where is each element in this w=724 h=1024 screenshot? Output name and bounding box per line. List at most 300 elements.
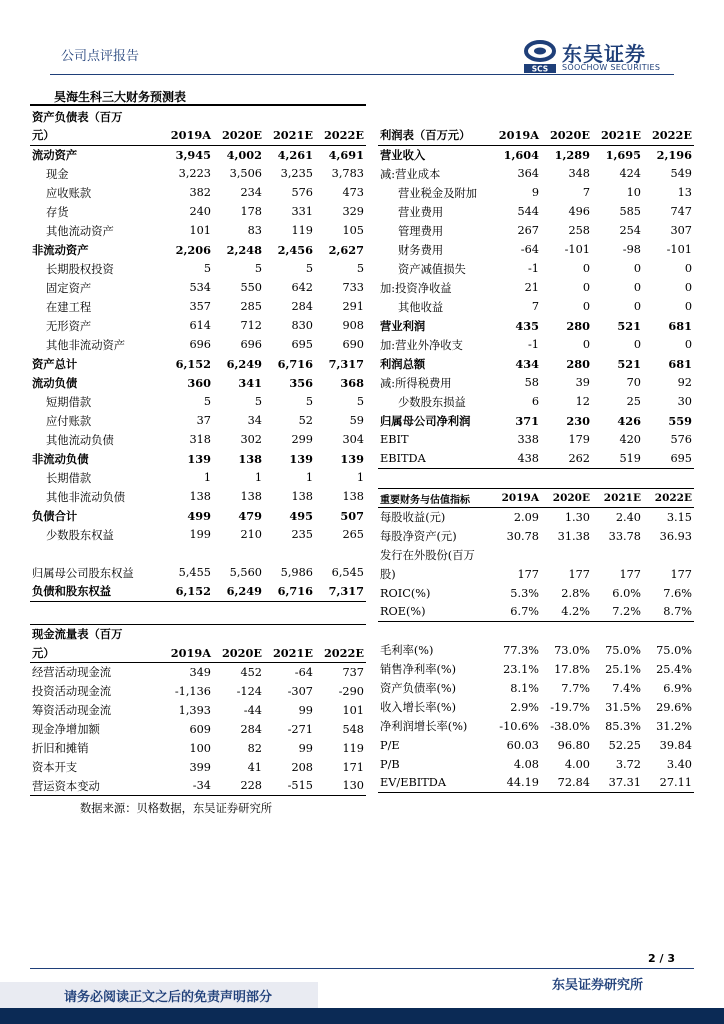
key-metrics-table xyxy=(378,488,694,793)
table-row xyxy=(30,468,366,487)
cell-value: 5,455 xyxy=(178,566,211,579)
row-label: 负债合计 xyxy=(32,508,78,523)
cell-value xyxy=(264,544,315,563)
row-label: 其他流动资产 xyxy=(46,224,114,238)
cell-value: 426 xyxy=(617,413,641,428)
table-row xyxy=(30,449,366,468)
row-label xyxy=(378,622,490,641)
cell-value: 285 xyxy=(240,300,262,313)
table-row xyxy=(378,183,694,202)
cell-value: 10 xyxy=(626,186,641,199)
cell-value: 0 xyxy=(684,300,692,313)
row-label: 经营活动现金流 xyxy=(32,666,112,680)
table-row xyxy=(378,240,694,259)
table-row xyxy=(30,297,366,316)
cell-value: 6.9% xyxy=(663,681,692,695)
table-row xyxy=(30,145,366,164)
cell-value: 521 xyxy=(617,356,641,371)
cell-value: 4,691 xyxy=(328,147,364,162)
cell-value: 234 xyxy=(240,186,262,199)
cell-value: 37 xyxy=(196,414,211,427)
cell-value: 23.1% xyxy=(503,662,539,676)
cf-title-line1: 现金流量表（百万 xyxy=(30,625,162,644)
cell-value: 75.0% xyxy=(605,643,641,657)
cell-value: 2,206 xyxy=(175,242,211,257)
balance-sheet-table xyxy=(30,107,366,602)
cell-value: 31.2% xyxy=(656,719,692,733)
cell-value: -290 xyxy=(338,684,364,698)
cell-value: 521 xyxy=(617,318,641,333)
row-label: P/E xyxy=(380,738,400,752)
table-row xyxy=(30,183,366,202)
cell-value: 420 xyxy=(619,433,641,446)
row-label: ROE(%) xyxy=(378,603,490,622)
row-label: 流动负债 xyxy=(32,375,78,390)
row-label: 加:投资净收益 xyxy=(380,281,452,295)
table-row xyxy=(378,565,694,584)
table-row xyxy=(30,544,366,563)
cell-value: 72.84 xyxy=(541,774,592,793)
logo-mark-text: SCS xyxy=(531,64,549,74)
is-title: 利润表（百万元） xyxy=(378,126,490,145)
cell-value: 0 xyxy=(684,281,692,294)
row-label: 归属母公司股东权益 xyxy=(32,566,134,580)
cell-value: 3,506 xyxy=(229,167,262,180)
cell-value: 41 xyxy=(247,760,262,774)
cell-value: 499 xyxy=(187,508,211,523)
cell-value: 399 xyxy=(189,760,211,774)
cell-value: 473 xyxy=(342,186,364,199)
cell-value: 341 xyxy=(238,375,262,390)
cell-value: 70 xyxy=(626,376,641,389)
cell-value: 9 xyxy=(531,186,539,199)
cell-value: 284 xyxy=(240,722,262,736)
cell-value: 1.30 xyxy=(564,510,590,524)
cell-value: 210 xyxy=(240,528,262,541)
cell-value: 139 xyxy=(289,451,313,466)
cell-value: 177 xyxy=(568,567,590,581)
cell-value: 495 xyxy=(289,508,313,523)
row-label: 非流动资产 xyxy=(32,242,89,257)
row-label: 少数股东权益 xyxy=(46,528,114,542)
row-label: 利润总额 xyxy=(380,356,426,371)
row-label xyxy=(30,544,162,563)
row-label: 无形资产 xyxy=(46,319,92,333)
cell-value: 2.8% xyxy=(561,586,590,600)
row-label: 非流动负债 xyxy=(32,451,89,466)
cell-value xyxy=(592,546,643,565)
year-header: 2020E xyxy=(541,489,592,508)
row-label: 应付账款 xyxy=(46,414,92,428)
row-label: 归属母公司净利润 xyxy=(380,413,471,428)
cell-value: 544 xyxy=(517,205,539,218)
cell-value: 0 xyxy=(582,281,590,294)
cell-value: 75.0% xyxy=(656,643,692,657)
row-label: 股) xyxy=(380,568,396,581)
row-label: 其他非流动负债 xyxy=(46,490,126,504)
cell-value: 267 xyxy=(517,224,539,237)
table-row xyxy=(378,164,694,183)
cell-value: 5 xyxy=(305,262,313,275)
year-header: 2021E xyxy=(264,126,315,145)
cell-value: 548 xyxy=(342,722,364,736)
row-label: 管理费用 xyxy=(398,224,444,238)
cell-value: 3,223 xyxy=(178,167,211,180)
row-label: P/B xyxy=(380,757,400,771)
cell-value: 139 xyxy=(340,451,364,466)
cell-value: 5 xyxy=(356,395,364,408)
cell-value: 12 xyxy=(575,395,590,408)
cell-value: 208 xyxy=(291,760,313,774)
cell-value: 371 xyxy=(515,413,539,428)
cell-value: 438 xyxy=(490,449,541,468)
cell-value: 2,196 xyxy=(656,147,692,162)
cell-value: 479 xyxy=(238,508,262,523)
cell-value: 331 xyxy=(291,205,313,218)
cell-value: 5 xyxy=(254,262,262,275)
cell-value: 356 xyxy=(289,375,313,390)
table-row xyxy=(378,508,694,527)
table-row xyxy=(378,622,694,641)
cell-value: 99 xyxy=(298,703,313,717)
cell-value: 7.4% xyxy=(612,681,641,695)
table-row xyxy=(378,755,694,774)
row-label: 现金净增加额 xyxy=(32,723,100,736)
cell-value: 77.3% xyxy=(503,643,539,657)
row-label: EV/EBITDA xyxy=(378,774,490,793)
row-label: 销售净利率(%) xyxy=(380,663,457,676)
row-label: 流动资产 xyxy=(32,147,78,162)
year-header: 2022E xyxy=(643,126,694,145)
table-row xyxy=(378,430,694,449)
table-row xyxy=(378,145,694,164)
cell-value: 5 xyxy=(305,395,313,408)
footer-bar xyxy=(0,1008,724,1024)
cell-value: 31.5% xyxy=(605,700,641,714)
cell-value: 364 xyxy=(517,167,539,180)
year-header: 2022E xyxy=(315,126,366,145)
disclaimer-link[interactable]: 请务必阅读正文之后的免责声明部分 xyxy=(64,990,273,1005)
cell-value: 17.8% xyxy=(554,662,590,676)
table-row xyxy=(30,487,366,506)
cell-value: 2,248 xyxy=(226,242,262,257)
cell-value: 681 xyxy=(668,318,692,333)
cell-value: 0 xyxy=(582,262,590,275)
cell-value: 130 xyxy=(315,777,366,796)
table-row xyxy=(378,660,694,679)
cell-value: 0 xyxy=(633,338,641,351)
cell-value: 34 xyxy=(247,414,262,427)
cell-value: 507 xyxy=(340,508,364,523)
cell-value xyxy=(592,622,643,641)
row-label: EBITDA xyxy=(378,449,490,468)
table-row xyxy=(378,774,694,793)
cell-value: 105 xyxy=(342,224,364,237)
forecast-table-title: 昊海生科三大财务预测表 xyxy=(54,90,187,104)
cell-value: 534 xyxy=(189,281,211,294)
cell-value: 338 xyxy=(517,433,539,446)
cell-value: 6,545 xyxy=(331,566,364,579)
cell-value xyxy=(162,544,213,563)
row-label: EBIT xyxy=(380,433,409,446)
cell-value: 0 xyxy=(684,262,692,275)
cell-value: 329 xyxy=(342,205,364,218)
table-row xyxy=(30,563,366,582)
cell-value: 908 xyxy=(342,319,364,332)
year-header: 2021E xyxy=(264,644,315,663)
cell-value xyxy=(213,544,264,563)
cell-value: -124 xyxy=(236,684,262,698)
cell-value: 265 xyxy=(342,528,364,541)
cell-value: 3,783 xyxy=(331,167,364,180)
cell-value: 733 xyxy=(342,281,364,294)
cell-value: 228 xyxy=(213,777,264,796)
table-row xyxy=(378,259,694,278)
table-row xyxy=(30,663,366,682)
cell-value: 302 xyxy=(240,433,262,446)
row-label: 减:营业成本 xyxy=(380,167,441,181)
cell-value: 747 xyxy=(670,205,692,218)
cell-value: 27.11 xyxy=(643,774,694,793)
row-label: 收入增长率(%) xyxy=(380,701,457,714)
row-label: 存货 xyxy=(46,205,69,219)
row-label: ROIC(%) xyxy=(380,586,431,600)
row-label: 其他非流动资产 xyxy=(46,338,126,352)
row-label: 资产减值损失 xyxy=(398,262,466,276)
row-label: 加:营业外净收支 xyxy=(380,338,463,352)
cell-value: 8.7% xyxy=(643,603,694,622)
cell-value: -64 xyxy=(294,665,313,679)
cell-value: 29.6% xyxy=(656,700,692,714)
table-row xyxy=(378,335,694,354)
cell-value: 299 xyxy=(291,433,313,446)
firm-name: 东吴证券研究所 xyxy=(552,978,644,993)
cell-value: 82 xyxy=(247,741,262,755)
row-label: 筹资活动现金流 xyxy=(32,704,112,717)
year-header: 2020E xyxy=(213,126,264,145)
row-label: 固定资产 xyxy=(46,281,92,295)
cell-value: 7 xyxy=(582,186,590,199)
table-row xyxy=(30,758,366,777)
cell-value: 171 xyxy=(342,760,364,774)
cell-value: 1 xyxy=(203,471,211,484)
row-label: 现金 xyxy=(46,167,69,181)
cell-value: 424 xyxy=(619,167,641,180)
cell-value: 585 xyxy=(619,205,641,218)
row-label: 每股净资产(元) xyxy=(380,530,457,543)
cell-value: 5.3% xyxy=(510,586,539,600)
cell-value: 36.93 xyxy=(659,529,692,543)
row-label: 长期借款 xyxy=(46,471,92,485)
cell-value: 6,249 xyxy=(226,356,262,371)
cell-value: 6,716 xyxy=(264,582,315,601)
table-row xyxy=(378,221,694,240)
cell-value: 642 xyxy=(291,281,313,294)
cell-value: 138 xyxy=(189,490,211,503)
cell-value: -38.0% xyxy=(550,719,590,733)
year-header: 2021E xyxy=(592,126,643,145)
cell-value: 101 xyxy=(342,703,364,717)
table-row xyxy=(30,392,366,411)
cell-value: 7.6% xyxy=(663,586,692,600)
cell-value: 25 xyxy=(626,395,641,408)
cell-value: 25.4% xyxy=(656,662,692,676)
cell-value: 8.1% xyxy=(510,681,539,695)
cell-value: 291 xyxy=(342,300,364,313)
cell-value: 177 xyxy=(670,567,692,581)
table-row xyxy=(378,603,694,622)
row-label: 每股收益(元) xyxy=(380,511,446,525)
table-row xyxy=(30,373,366,392)
cell-value: 2.40 xyxy=(615,510,641,524)
row-label: 投资活动现金流 xyxy=(32,685,112,698)
cell-value: 60.03 xyxy=(506,738,539,752)
cell-value: 4.2% xyxy=(541,603,592,622)
cell-value: 199 xyxy=(189,528,211,541)
cell-value: 6 xyxy=(531,395,539,408)
cell-value: 280 xyxy=(566,356,590,371)
cell-value: 6,152 xyxy=(175,356,211,371)
bs-title-line2: 元） xyxy=(30,126,162,145)
cell-value: 5 xyxy=(356,262,364,275)
row-label: 折旧和摊销 xyxy=(32,742,89,755)
table-row xyxy=(30,525,366,544)
table-row xyxy=(378,679,694,698)
cell-value: 30.78 xyxy=(506,529,539,543)
table-row xyxy=(378,278,694,297)
cell-value xyxy=(643,622,694,641)
cell-value: 101 xyxy=(189,224,211,237)
year-header: 2019A xyxy=(490,489,541,508)
cell-value: 177 xyxy=(517,567,539,581)
cell-value: 7,317 xyxy=(328,356,364,371)
year-header: 2019A xyxy=(162,126,213,145)
cell-value: 96.80 xyxy=(557,738,590,752)
table-row xyxy=(30,335,366,354)
cell-value: 0 xyxy=(633,281,641,294)
cell-value: 5 xyxy=(254,395,262,408)
cell-value: 696 xyxy=(189,338,211,351)
cell-value: 258 xyxy=(568,224,590,237)
table-row xyxy=(30,259,366,278)
table-row xyxy=(378,392,694,411)
cell-value xyxy=(643,546,694,565)
table-row xyxy=(30,240,366,259)
cell-value: 1,604 xyxy=(503,147,539,162)
year-header: 2019A xyxy=(162,644,213,663)
cell-value: 1 xyxy=(356,471,364,484)
cell-value: 357 xyxy=(189,300,211,313)
cell-value: -307 xyxy=(287,684,313,698)
cell-value: 690 xyxy=(342,338,364,351)
footer-divider xyxy=(30,968,694,969)
row-label: 其他收益 xyxy=(398,300,444,314)
row-label: 营业利润 xyxy=(380,318,426,333)
bs-title-line1: 资产负债表（百万 xyxy=(32,109,123,124)
row-label: 营运资本变动 xyxy=(30,777,162,796)
cell-value: 284 xyxy=(291,300,313,313)
cell-value: 3,945 xyxy=(175,147,211,162)
cell-value: 2,627 xyxy=(328,242,364,257)
company-logo xyxy=(522,38,682,74)
row-label: 毛利率(%) xyxy=(380,644,434,657)
cell-value: 262 xyxy=(541,449,592,468)
cell-value: 681 xyxy=(668,356,692,371)
cell-value: 737 xyxy=(342,665,364,679)
cell-value: 99 xyxy=(298,741,313,755)
cell-value: -64 xyxy=(520,243,539,256)
cell-value: 37.31 xyxy=(592,774,643,793)
table-row xyxy=(30,221,366,240)
cell-value: 4.00 xyxy=(564,757,590,771)
cell-value: 4,261 xyxy=(277,147,313,162)
row-label: 在建工程 xyxy=(46,300,92,314)
cell-value: 1 xyxy=(305,471,313,484)
table-row xyxy=(378,411,694,430)
cell-value: 31.38 xyxy=(557,529,590,543)
table-row xyxy=(378,373,694,392)
cell-value: -1,136 xyxy=(174,684,211,698)
table-row xyxy=(378,202,694,221)
cell-value: 5 xyxy=(203,395,211,408)
cell-value: 7,317 xyxy=(315,582,366,601)
cell-value: 235 xyxy=(291,528,313,541)
table-row xyxy=(30,682,366,701)
table-row xyxy=(378,527,694,546)
cell-value: 2.9% xyxy=(510,700,539,714)
cell-value xyxy=(541,546,592,565)
cell-value: 21 xyxy=(524,281,539,294)
cell-value: 318 xyxy=(189,433,211,446)
page-number: 2 / 3 xyxy=(648,952,675,965)
cell-value: -98 xyxy=(622,243,641,256)
cell-value: 695 xyxy=(291,338,313,351)
cell-value: 712 xyxy=(240,319,262,332)
cell-value: 0 xyxy=(582,300,590,313)
report-type-label: 公司点评报告 xyxy=(61,49,140,64)
table-row xyxy=(378,316,694,335)
table-row xyxy=(30,278,366,297)
cell-value: -271 xyxy=(287,722,313,736)
logo-name-en: SOOCHOW SECURITIES xyxy=(562,63,661,72)
cell-value: 230 xyxy=(566,413,590,428)
cell-value: 39.84 xyxy=(659,738,692,752)
year-header: 2021E xyxy=(592,489,643,508)
cell-value: 304 xyxy=(342,433,364,446)
cell-value: 368 xyxy=(340,375,364,390)
cell-value: 5,560 xyxy=(229,566,262,579)
cell-value: 435 xyxy=(515,318,539,333)
cell-value: 6,716 xyxy=(277,356,313,371)
cell-value: 0 xyxy=(684,338,692,351)
row-label: 财务费用 xyxy=(398,243,444,257)
cell-value: 3,235 xyxy=(280,167,313,180)
table-row xyxy=(378,354,694,373)
cell-value: 7.7% xyxy=(561,681,590,695)
row-label: 其他流动负债 xyxy=(46,433,114,447)
row-label: 少数股东损益 xyxy=(398,395,466,409)
row-label: 资产总计 xyxy=(32,356,78,371)
cell-value: 59 xyxy=(349,414,364,427)
km-title: 重要财务与估值指标 xyxy=(378,489,490,508)
cell-value: 348 xyxy=(568,167,590,180)
cell-value: 519 xyxy=(592,449,643,468)
cell-value: 52 xyxy=(298,414,313,427)
row-label: 营业税金及附加 xyxy=(398,186,478,200)
row-label: 减:所得税费用 xyxy=(380,376,452,390)
cell-value: -10.6% xyxy=(499,719,539,733)
cell-value: 576 xyxy=(670,433,692,446)
